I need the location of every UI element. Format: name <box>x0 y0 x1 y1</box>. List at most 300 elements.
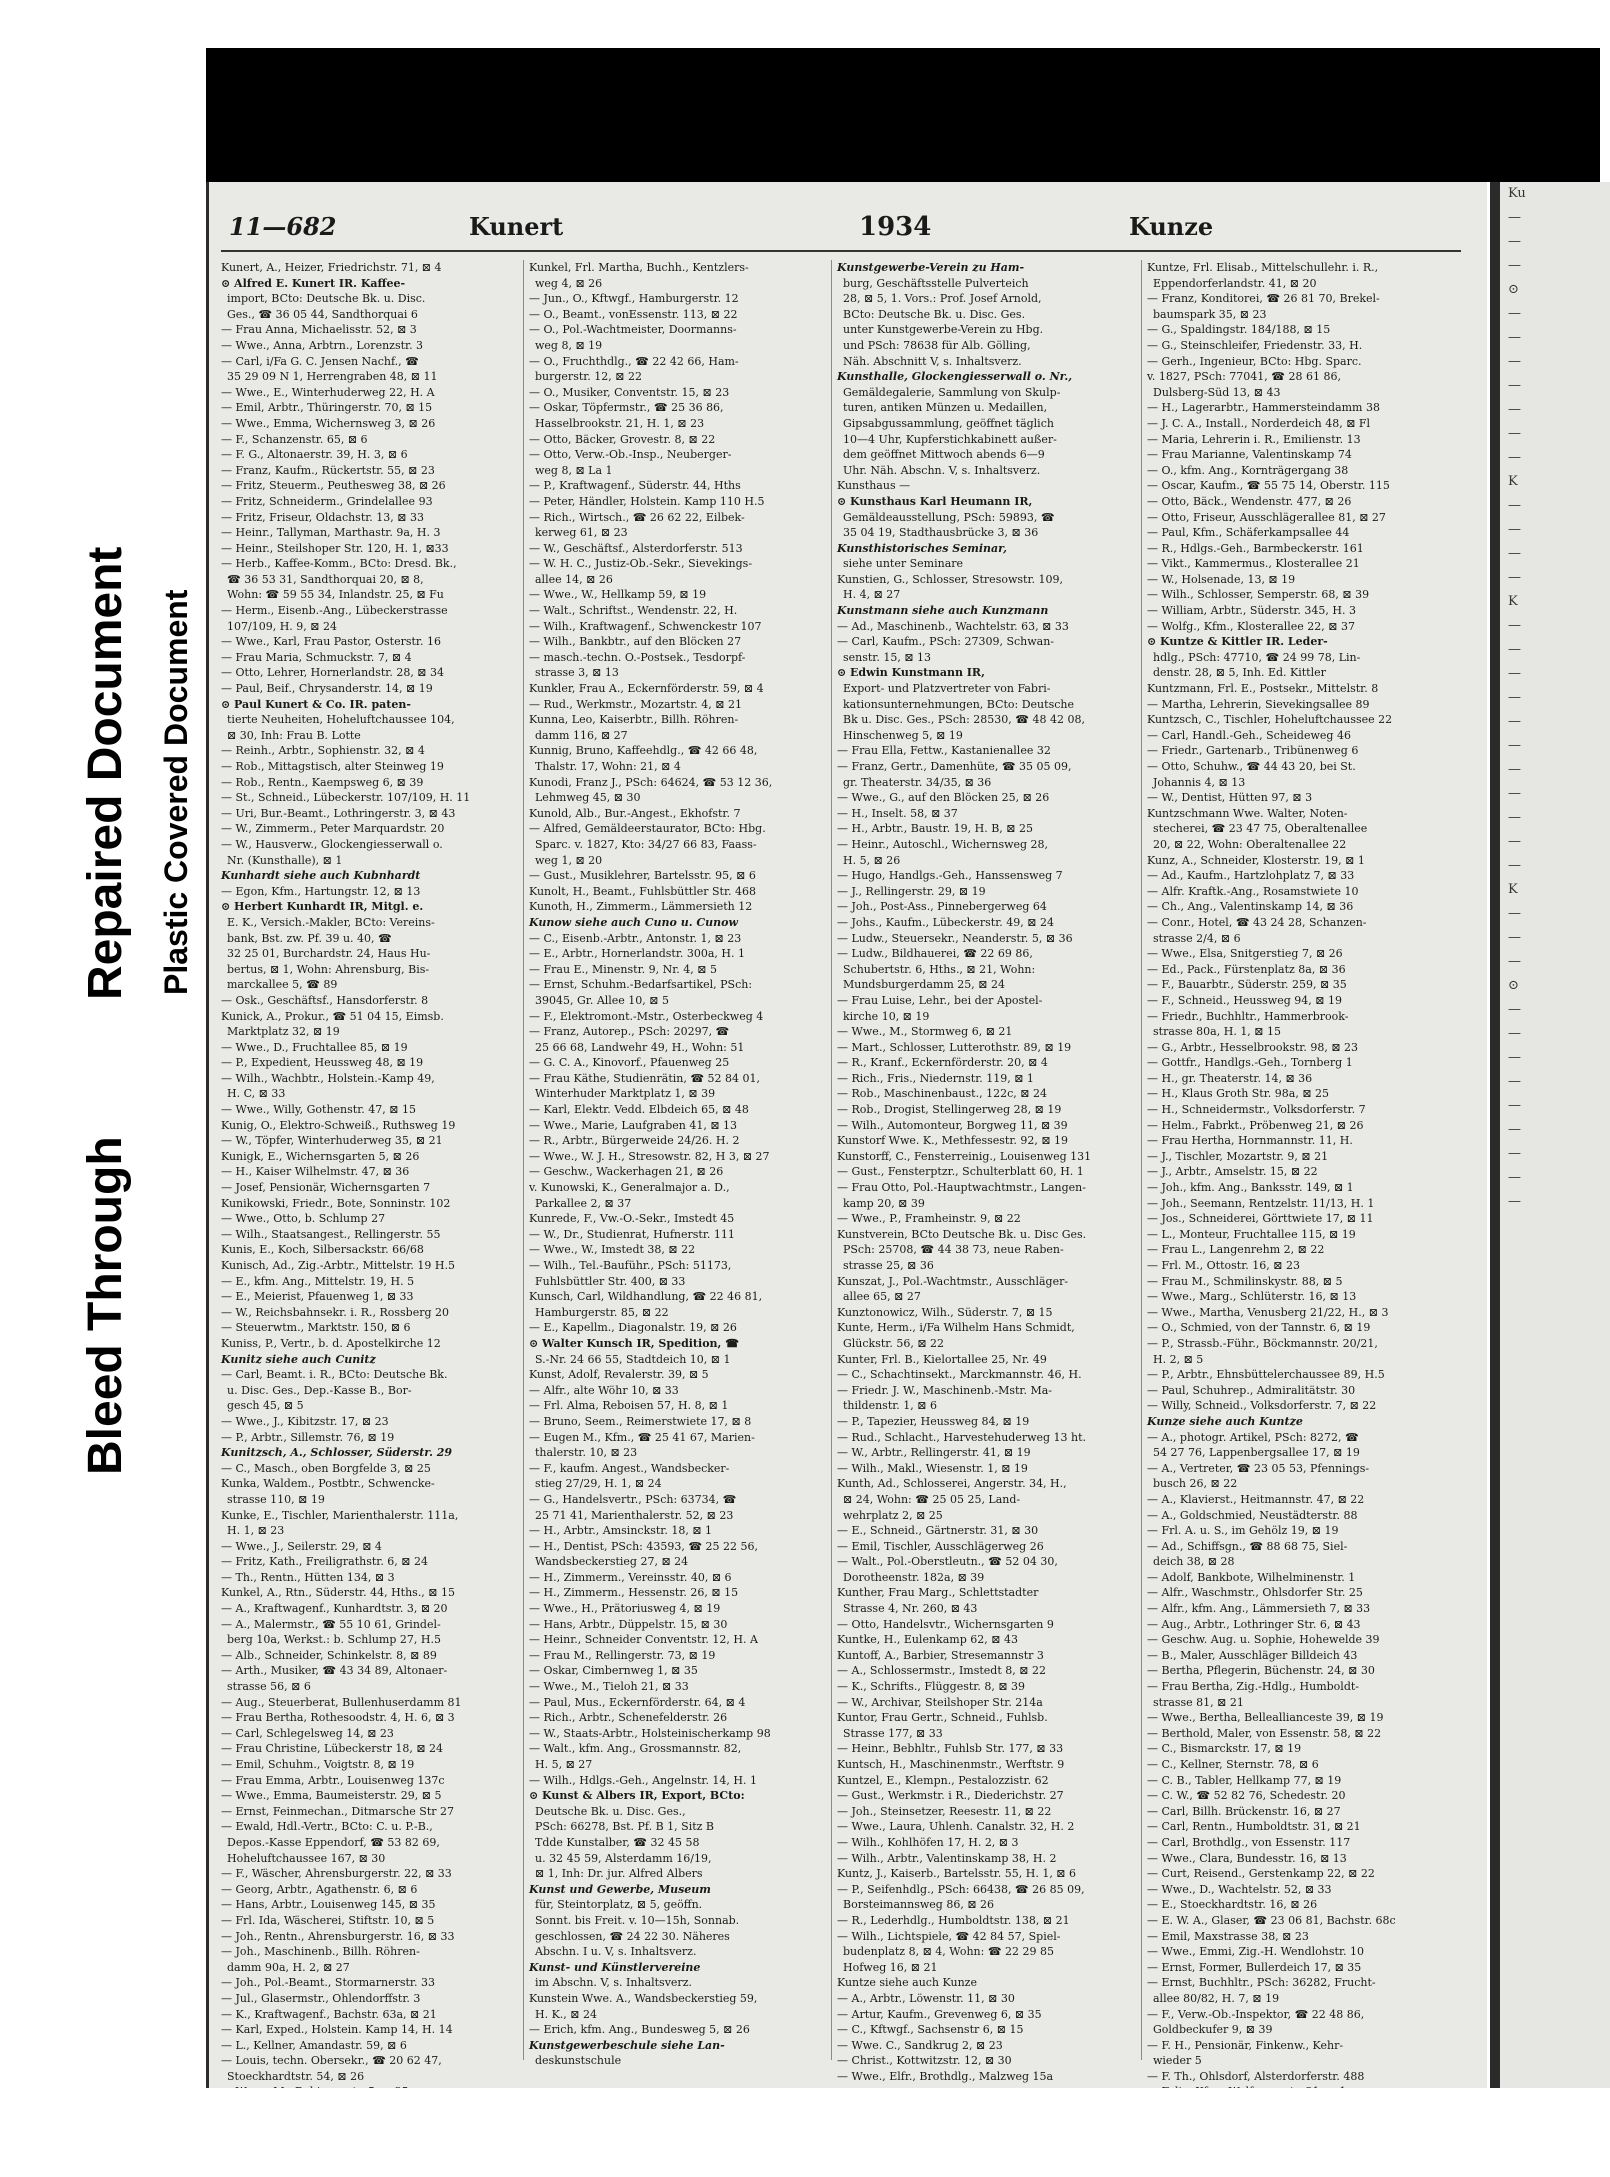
directory-entry-line: — Alb., Schneider, Schinkelstr. 8, ⊠ 89 <box>221 1648 437 1662</box>
directory-entry-line: — Alfred, Gemäldeerstaurator, BCto: Hbg. <box>529 822 766 836</box>
directory-entry-line: berg 10a, Werkst.: b. Schlump 27, H.5 <box>227 1633 441 1647</box>
directory-entry-line: Kunst- und Künstlervereine <box>529 1960 701 1974</box>
directory-entry-line: — H., Dentist, PSch: 43593, ☎ 25 22 56, <box>529 1539 759 1553</box>
directory-entry-line: Tdde Kunstalber, ☎ 32 45 58 <box>535 1835 700 1849</box>
directory-entry-line: — Frau Maria, Schmuckstr. 7, ⊠ 4 <box>221 650 412 664</box>
directory-entry-line: — Franz, Autorep., PSch: 20297, ☎ <box>529 1025 730 1039</box>
directory-entry-line: import, BCto: Deutsche Bk. u. Disc. <box>227 292 426 306</box>
directory-entry-line: — E., kfm. Ang., Mittelstr. 19, H. 5 <box>221 1274 415 1288</box>
column-divider <box>831 260 832 2060</box>
directory-entry-line: — Wilh., Makl., Wiesenstr. 1, ⊠ 19 <box>837 1461 1028 1475</box>
directory-entry-line: Hoheluftchaussee 167, ⊠ 30 <box>227 1851 386 1865</box>
directory-entry-line: H. K., ⊠ 24 <box>535 2007 598 2021</box>
directory-entry-line: 107/109, H. 9, ⊠ 24 <box>227 619 337 633</box>
directory-entry-line: — C., Kellner, Sternstr. 78, ⊠ 6 <box>1147 1758 1319 1771</box>
directory-entry-line: — Wwe., G., auf den Blöcken 25, ⊠ 26 <box>837 791 1050 805</box>
directory-entry-line: Kunte, Herm., i/Fa Wilhelm Hans Schmidt, <box>837 1321 1075 1335</box>
directory-entry-line: strasse 81, ⊠ 21 <box>1153 1695 1244 1709</box>
directory-entry-line: — Wwe., D., Fruchtallee 85, ⊠ 19 <box>221 1040 408 1054</box>
directory-entry-line: damm 90a, H. 2, ⊠ 27 <box>227 1960 350 1974</box>
directory-entry-line: Deutsche Bk. u. Disc. Ges., <box>535 1804 686 1818</box>
directory-entry-line: Kunstien, G., Schlosser, Stresowstr. 109, <box>837 572 1063 586</box>
adjacent-page-fragment: — <box>1508 954 1521 969</box>
directory-entry-line: Nr. (Kunsthalle), ⊠ 1 <box>227 853 343 867</box>
directory-entry-line: — G., Handelsvertr., PSch: 63734, ☎ <box>529 1492 737 1506</box>
directory-entry-line: — Gottfr., Handlgs.-Geh., Tornberg 1 <box>1147 1056 1353 1070</box>
directory-entry-line: Kunstorff, C., Fensterreinig., Louisenweg 131 <box>837 1149 1092 1163</box>
directory-entry-line: im Abschn. V, s. Inhaltsverz. <box>535 1976 692 1990</box>
directory-entry-line: — Frau Käthe, Studienrätin, ☎ 52 84 01, <box>529 1071 761 1085</box>
directory-entry-line: Kunodi, Franz J., PSch: 64624, ☎ 53 12 36, <box>529 775 773 789</box>
directory-entry-line: — Herm., Eisenb.-Ang., Lübeckerstrasse <box>221 604 448 618</box>
directory-entry-line: — Emil, Schuhm., Voigtstr. 8, ⊠ 19 <box>221 1758 415 1771</box>
directory-entry-line: thildenstr. 1, ⊠ 6 <box>843 1399 937 1413</box>
adjacent-page-fragment: — <box>1508 858 1521 873</box>
adjacent-page-fragment: — <box>1508 762 1521 777</box>
adjacent-page-fragment: — <box>1508 666 1521 681</box>
directory-entry-line: — W., Staats-Arbtr., Holsteinischerkamp 98 <box>529 1726 771 1740</box>
directory-entry-line: — Frau Hertha, Hornmannstr. 11, H. <box>1147 1134 1353 1148</box>
directory-entry-line: — Frau Marianne, Valentinskamp 74 <box>1147 448 1352 462</box>
directory-entry-line: Kunze siehe auch Kuntze <box>1147 1414 1303 1428</box>
directory-entry-line: Schubertstr. 6, Hths., ⊠ 21, Wohn: <box>843 962 1036 976</box>
directory-entry-line: — O., Fruchthdlg., ☎ 22 42 66, Ham- <box>529 354 739 368</box>
directory-entry-line: — O., Beamt., vonEssenstr. 113, ⊠ 22 <box>529 307 738 321</box>
directory-entry-line: PSch: 25708, ☎ 44 38 73, neue Raben- <box>843 1243 1064 1257</box>
directory-entry-line: — Oskar, Cimbernweg 1, ⊠ 35 <box>529 1664 698 1678</box>
directory-entry-line: — E., Schneid., Gärtnerstr. 31, ⊠ 30 <box>837 1524 1039 1538</box>
directory-entry-line: — Adolf, Bankbote, Wilhelminenstr. 1 <box>1147 1570 1356 1584</box>
directory-entry-line: — Franz, Kaufm., Rückertstr. 55, ⊠ 23 <box>221 463 435 477</box>
directory-entry-line: — Walt., Pol.-Oberstleutn., ☎ 52 04 30, <box>837 1555 1058 1569</box>
directory-entry-line: — Wilh., Wachbtr., Holstein.-Kamp 49, <box>221 1071 435 1085</box>
directory-entry-line: H. 5, ⊠ 27 <box>535 1758 593 1771</box>
directory-entry-line: — Otto, Bäck., Wendenstr. 477, ⊠ 26 <box>1147 494 1352 508</box>
directory-entry-line: — Paul, Schuhrep., Admiralitätstr. 30 <box>1147 1383 1356 1397</box>
directory-entry-line: — H., Schneidermstr., Volksdorferstr. 7 <box>1147 1103 1366 1117</box>
adjacent-page-fragment: — <box>1508 1122 1521 1137</box>
directory-entry-line: stieg 27/29, H. 1, ⊠ 24 <box>535 1477 662 1491</box>
directory-entry-line: — R., Kranf., Eckernförderstr. 20, ⊠ 4 <box>837 1056 1048 1070</box>
directory-entry-line: — Wwe., W., Hellkamp 59, ⊠ 19 <box>529 588 707 602</box>
directory-entry-line: — L., Kellner, Amandastr. 59, ⊠ 6 <box>221 2038 407 2052</box>
directory-entry-line: — Rich., Fris., Niedernstr. 119, ⊠ 1 <box>837 1071 1034 1085</box>
directory-entry-line: stecherei, ☎ 23 47 75, Oberaltenallee <box>1153 822 1368 836</box>
directory-entry-line: — Frau Christine, Lübeckerstr 18, ⊠ 24 <box>221 1742 444 1756</box>
directory-entry-line: Kunther, Frau Marg., Schlettstadter <box>837 1586 1039 1600</box>
directory-entry-line: — F., Verw.-Ob.-Inspektor, ☎ 22 48 86, <box>1147 2007 1365 2021</box>
directory-entry-line: baumspark 35, ⊠ 23 <box>1153 307 1267 321</box>
directory-entry-line: weg 8, ⊠ La 1 <box>535 463 613 477</box>
directory-entry-line: — Wwe., Emmi, Zig.-H. Wendlohstr. 10 <box>1147 1945 1364 1959</box>
directory-entry-line: ⊠ 30, Inh: Frau B. Lotte <box>227 728 361 742</box>
directory-entry-line: — Wwe., D., Wachtelstr. 52, ⊠ 33 <box>1147 1882 1332 1896</box>
directory-entry-line: — O., kfm. Ang., Kornträgergang 38 <box>1147 463 1349 477</box>
directory-entry-line: — Rob., Mittagstisch, alter Steinweg 19 <box>221 760 444 773</box>
adjacent-page-fragment: — <box>1508 810 1521 825</box>
directory-entry-line: — A., Vertreter, ☎ 23 05 53, Pfennings- <box>1147 1461 1370 1475</box>
directory-entry-line: — C., Kftwgf., Sachsenstr 6, ⊠ 15 <box>837 2023 1024 2037</box>
directory-entry-line: — W., Hausverw., Glockengiesserwall o. <box>221 837 443 851</box>
directory-entry-line: — Peter, Händler, Holstein. Kamp 110 H.5 <box>529 494 765 508</box>
directory-entry-line: — Frau Emma, Arbtr., Louisenweg 137c <box>221 1773 445 1787</box>
directory-entry-line: — Wilh., Arbtr., Valentinskamp 38, H. 2 <box>837 1851 1057 1865</box>
directory-column-1 <box>221 260 513 2083</box>
adjacent-page-fragment: — <box>1508 834 1521 849</box>
adjacent-page-fragment: — <box>1508 1194 1521 1209</box>
bleed-through-label: Bleed Through <box>79 1136 132 1475</box>
directory-entry-line: — Otto, Lehrer, Hornerlandstr. 28, ⊠ 34 <box>221 666 445 680</box>
directory-entry-line: — Steuerwtm., Marktstr. 150, ⊠ 6 <box>221 1321 411 1335</box>
directory-entry-line: — Wwe., Marie, Laufgraben 41, ⊠ 13 <box>529 1118 738 1132</box>
directory-entry-line: — Wwe., Willy, Gothenstr. 47, ⊠ 15 <box>221 1103 416 1117</box>
directory-entry-line: — Walt., kfm. Ang., Grossmannstr. 82, <box>529 1742 742 1756</box>
directory-entry-line: — Herb., Kaffee-Komm., BCto: Dresd. Bk., <box>221 557 457 571</box>
directory-entry-line: — Wwe., M., Tieloh 21, ⊠ 33 <box>529 1680 689 1694</box>
directory-entry-line: — Wilh., Schlosser, Semperstr. 68, ⊠ 39 <box>1147 588 1370 602</box>
directory-entry-line: Dorotheenstr. 182a, ⊠ 39 <box>843 1570 985 1584</box>
directory-entry-line: — Frau L., Langenrehm 2, ⊠ 22 <box>1147 1243 1325 1257</box>
directory-entry-line: — Ch., Ang., Valentinskamp 14, ⊠ 36 <box>1147 900 1354 914</box>
directory-entry-line: Kunst, Adolf, Revalerstr. 39, ⊠ 5 <box>529 1368 709 1382</box>
directory-entry-line: v. Kunowski, K., Generalmajor a. D., <box>529 1181 730 1195</box>
directory-entry-line: — Ernst, Former, Bullerdeich 17, ⊠ 35 <box>1147 1960 1362 1974</box>
directory-entry-line: burg, Geschäftsstelle Pulverteich <box>843 276 1029 290</box>
directory-entry-line: geschlossen, ☎ 24 22 30. Näheres <box>535 1929 730 1943</box>
directory-entry-line: — Wwe., W., Imstedt 38, ⊠ 22 <box>529 1243 696 1257</box>
adjacent-page-fragment: — <box>1508 210 1521 225</box>
directory-entry-line: — Wwe., W. J. H., Stresowstr. 82, H 3, ⊠ 27 <box>529 1149 770 1163</box>
directory-entry-line: — Paul, Kfm., Schäferkampsallee 44 <box>1147 526 1350 540</box>
directory-entry-line: — Carl, Schlegelsweg 14, ⊠ 23 <box>221 1726 394 1740</box>
directory-entry-line: — Vikt., Kammermus., Klosterallee 21 <box>1147 557 1360 571</box>
directory-entry-line: — Wwe., Marg., Schlüterstr. 16, ⊠ 13 <box>1147 1290 1357 1304</box>
directory-entry-line: ⊙ Edwin Kunstmann IR, <box>837 666 985 680</box>
directory-entry-line: Kunna, Leo, Kaiserbtr., Billh. Röhren- <box>529 713 739 727</box>
directory-entry-line: — H., Arbtr., Amsinckstr. 18, ⊠ 1 <box>529 1524 713 1538</box>
directory-entry-line: Kunigk, E., Wichernsgarten 5, ⊠ 26 <box>221 1149 420 1163</box>
directory-entry-line: — Ernst, Schuhm.-Bedarfsartikel, PSch: <box>529 978 753 992</box>
directory-entry-line: — Geschw., Wackerhagen 21, ⊠ 26 <box>529 1165 724 1179</box>
directory-entry-line: — F., Bauarbtr., Süderstr. 259, ⊠ 35 <box>1147 978 1347 992</box>
directory-entry-line: — Christ., Kottwitzstr. 12, ⊠ 30 <box>837 2054 1012 2068</box>
directory-year: 1934 <box>859 212 932 242</box>
directory-entry-line: — Otto, Handelsvtr., Wichernsgarten 9 <box>837 1617 1054 1631</box>
directory-entry-line: Kunick, A., Prokur., ☎ 51 04 15, Eimsb. <box>221 1009 444 1023</box>
directory-entry-line: — Th., Rentn., Hütten 134, ⊠ 3 <box>221 1570 395 1584</box>
directory-entry-line: — Hugo, Handlgs.-Geh., Hanssensweg 7 <box>837 869 1063 883</box>
directory-entry-line: — Wwe. C., Sandkrug 2, ⊠ 23 <box>837 2038 1003 2052</box>
directory-entry-line: — Oscar, Kaufm., ☎ 55 75 14, Oberstr. 115 <box>1147 479 1390 493</box>
adjacent-page-fragment: — <box>1508 402 1521 417</box>
directory-entry-line: — Frau Anna, Michaelisstr. 52, ⊠ 3 <box>221 323 417 337</box>
directory-entry-line: Kunis, E., Koch, Silbersackstr. 66/68 <box>221 1243 424 1257</box>
adjacent-page-fragment: — <box>1508 1098 1521 1113</box>
directory-entry-line: — Carl, Kaufm., PSch: 27309, Schwan- <box>837 635 1055 649</box>
directory-entry-line: ☎ 36 53 31, Sandthorquai 20, ⊠ 8, <box>227 572 424 586</box>
directory-entry-line: dem geöffnet Mittwoch abends 6—9 <box>843 448 1045 462</box>
directory-entry-line: Kunert, A., Heizer, Friedrichstr. 71, ⊠ 4 <box>221 261 442 274</box>
directory-entry-line: — Carl, Brothdlg., von Essenstr. 117 <box>1147 1835 1351 1849</box>
directory-entry-line: — Ludw., Bildhauerei, ☎ 22 69 86, <box>837 947 1033 961</box>
directory-entry-line: — C., Schachtinsekt., Marckmannstr. 46, H. <box>837 1368 1082 1382</box>
directory-entry-line: Kunst und Gewerbe, Museum <box>529 1882 711 1896</box>
directory-entry-line: Parkallee 2, ⊠ 37 <box>535 1196 632 1210</box>
directory-entry-line: — Arth., Musiker, ☎ 43 34 89, Altonaer- <box>221 1664 448 1678</box>
directory-entry-line: ⊙ Kunst & Albers IR, Export, BCto: <box>529 1789 745 1803</box>
directory-entry-line: H. 4, ⊠ 27 <box>843 588 901 602</box>
directory-entry-line: — W. H. C., Justiz-Ob.-Sekr., Sievekings- <box>529 557 753 571</box>
directory-entry-line: — F., Schanzenstr. 65, ⊠ 6 <box>221 432 368 446</box>
directory-entry-line: — Frau M., Rellingerstr. 73, ⊠ 19 <box>529 1648 716 1662</box>
directory-entry-line: Lehmweg 45, ⊠ 30 <box>535 791 641 805</box>
header-rule <box>221 250 1461 252</box>
directory-entry-line: Strasse 177, ⊠ 33 <box>843 1726 943 1740</box>
directory-entry-line: — Willy, Schneid., Volksdorferstr. 7, ⊠ 22 <box>1147 1399 1377 1413</box>
directory-entry-line: — Wwe., Clara, Bundesstr. 16, ⊠ 13 <box>1147 1851 1347 1865</box>
directory-entry-line: — Frl. Alma, Reboisen 57, H. 8, ⊠ 1 <box>529 1399 729 1413</box>
directory-entry-line: — Eugen M., Kfm., ☎ 25 41 67, Marien- <box>529 1430 755 1444</box>
directory-entry-line: — Wwe., M., Stormweg 6, ⊠ 21 <box>837 1025 1013 1039</box>
directory-entry-line: — R., Arbtr., Bürgerweide 24/26. H. 2 <box>529 1134 740 1148</box>
directory-entry-line: Hofweg 16, ⊠ 21 <box>843 1960 938 1974</box>
directory-entry-line: ⊙ Walter Kunsch IR, Spedition, ☎ <box>529 1336 739 1350</box>
adjacent-page-fragment: — <box>1508 306 1521 321</box>
directory-entry-line: denstr. 28, ⊠ 5, Inh. Ed. Kittler <box>1153 666 1326 680</box>
directory-entry-line: — Geschw. Aug. u. Sophie, Hohewelde 39 <box>1147 1633 1380 1647</box>
directory-entry-line: — Louis, techn. Obersekr., ☎ 20 62 47, <box>221 2054 442 2068</box>
directory-entry-line: — Alfr., kfm. Ang., Lämmersieth 7, ⊠ 33 <box>1147 1602 1371 1616</box>
directory-entry-line: — Joh., Maschinenb., Billh. Röhren- <box>221 1945 420 1959</box>
scanner-dark-border <box>206 48 1600 182</box>
directory-entry-line: 32 25 01, Burchardstr. 24, Haus Hu- <box>227 947 431 961</box>
directory-entry-line: ⊙ Kunsthaus Karl Heumann IR, <box>837 494 1033 508</box>
adjacent-page-fragment: ⊙ <box>1508 282 1519 297</box>
plastic-covered-label: Plastic Covered Document <box>158 589 194 995</box>
directory-entry-line: — W., Reichsbahnsekr. i. R., Rossberg 20 <box>221 1305 450 1319</box>
directory-entry-line: — Wwe., P., Framheinstr. 9, ⊠ 22 <box>837 1212 1021 1226</box>
directory-entry-line: wieder 5 <box>1153 2054 1202 2068</box>
directory-entry-line: — A., Klavierst., Heitmannstr. 47, ⊠ 22 <box>1147 1492 1365 1506</box>
directory-entry-line: Gemäldeausstellung, PSch: 59893, ☎ <box>843 510 1055 524</box>
adjacent-page-fragment: — <box>1508 714 1521 729</box>
directory-entry-line: — E. W. A., Glaser, ☎ 23 06 81, Bachstr. 68c <box>1147 1913 1396 1927</box>
directory-entry-line: — Wwe., Elsa, Snitgerstieg 7, ⊠ 26 <box>1147 947 1343 961</box>
directory-entry-line: u. 32 45 59, Alsterdamm 16/19, <box>535 1851 712 1865</box>
directory-entry-line: Kunnig, Bruno, Kaffeehdlg., ☎ 42 66 48, <box>529 744 758 758</box>
directory-entry-line: Kunstgewerbeschule siehe Lan- <box>529 2038 725 2052</box>
directory-entry-line: — H., gr. Theaterstr. 14, ⊠ 36 <box>1147 1071 1313 1085</box>
directory-entry-line: — Frl. M., Ottostr. 16, ⊠ 23 <box>1147 1259 1300 1272</box>
directory-entry-line: — Joh., Pol.-Beamt., Stormarnerstr. 33 <box>221 1976 435 1990</box>
directory-entry-line: — Rich., Arbtr., Schenefelderstr. 26 <box>529 1711 728 1725</box>
directory-entry-line: hdlg., PSch: 47710, ☎ 24 99 78, Lin- <box>1153 650 1361 664</box>
directory-entry-line: — Karl, Elektr. Vedd. Elbdeich 65, ⊠ 48 <box>529 1103 749 1117</box>
directory-column-3 <box>837 260 1129 2083</box>
directory-entry-line: — Wwe., Karl, Frau Pastor, Osterstr. 16 <box>221 635 441 649</box>
directory-entry-line: Glückstr. 56, ⊠ 22 <box>843 1336 945 1350</box>
directory-entry-line: — W., Geschäftsf., Alsterdorferstr. 513 <box>529 541 743 555</box>
scan-margin-left <box>0 48 200 2088</box>
directory-entry-line: — Joh., kfm. Ang., Banksstr. 149, ⊠ 1 <box>1147 1181 1354 1195</box>
directory-entry-line: Kunstein Wwe. A., Wandsbeckerstieg 59, <box>529 1991 758 2005</box>
directory-entry-line: — Georg, Arbtr., Agathenstr. 6, ⊠ 6 <box>221 1882 418 1896</box>
directory-entry-line: — Bertha, Pflegerin, Büchenstr. 24, ⊠ 30 <box>1147 1664 1375 1678</box>
directory-entry-line: — Rob., Maschinenbaust., 122c, ⊠ 24 <box>837 1087 1047 1101</box>
directory-entry-line: — F. H., Pensionär, Finkenw., Kehr- <box>1147 2038 1344 2052</box>
directory-entry-line: — Heinr., Autoschl., Wichernsweg 28, <box>837 837 1049 851</box>
directory-entry-line: — Alfr., alte Wöhr 10, ⊠ 33 <box>529 1383 679 1397</box>
directory-entry-line: H. 5, ⊠ 26 <box>843 853 901 867</box>
repaired-document-label: Repaired Document <box>79 546 132 1000</box>
adjacent-page-fragment: — <box>1508 546 1521 561</box>
directory-entry-line: ⊠ 24, Wohn: ☎ 25 05 25, Land- <box>843 1492 1021 1506</box>
directory-entry-line: Kuntsch, H., Maschinenmstr., Werftstr. 9 <box>837 1758 1065 1771</box>
directory-entry-line: — Rob., Rentn., Kaempsweg 6, ⊠ 39 <box>221 775 424 789</box>
directory-entry-line: — Frl. Ida, Wäscherei, Stiftstr. 10, ⊠ 5 <box>221 1913 435 1927</box>
directory-entry-line: — Mart., Schlosser, Lutterothstr. 89, ⊠ 19 <box>837 1040 1072 1054</box>
directory-entry-line: — Joh., Steinsetzer, Reesestr. 11, ⊠ 22 <box>837 1804 1052 1818</box>
directory-entry-line: — William, Arbtr., Süderstr. 345, H. 3 <box>1147 604 1356 618</box>
directory-entry-line: — Frau E., Minenstr. 9, Nr. 4, ⊠ 5 <box>529 962 717 976</box>
directory-entry-line: — Erich, kfm. Ang., Bundesweg 5, ⊠ 26 <box>529 2023 750 2037</box>
directory-entry-line: — Karl, Exped., Holstein. Kamp 14, H. 14 <box>221 2023 453 2037</box>
directory-entry-line: — E., Stoeckhardtstr. 16, ⊠ 26 <box>1147 1898 1318 1912</box>
directory-entry-line: — L., Monteur, Fruchtallee 115, ⊠ 19 <box>1147 1227 1356 1241</box>
directory-entry-line: — Gust., Werkmstr. i R., Diederichstr. 27 <box>837 1789 1064 1803</box>
adjacent-page-fragment: — <box>1508 570 1521 585</box>
adjacent-page-fragment: — <box>1508 258 1521 273</box>
directory-entry-line: 10—4 Uhr, Kupferstichkabinett außer- <box>843 432 1057 446</box>
directory-entry-line: ⊙ Paul Kunert & Co. IR. paten- <box>221 697 411 711</box>
directory-entry-line: — Paul, Beif., Chrysanderstr. 14, ⊠ 19 <box>221 682 433 696</box>
directory-entry-line: kerweg 61, ⊠ 23 <box>535 526 628 540</box>
directory-entry-line: Kuniss, P., Vertr., b. d. Apostelkirche 12 <box>221 1336 441 1350</box>
directory-entry-line: — Otto, Verw.-Ob.-Insp., Neuberger- <box>529 448 732 462</box>
directory-entry-line: Kuntoff, A., Barbier, Stresemannstr 3 <box>837 1648 1044 1662</box>
directory-entry-line: — Maria, Lehrerin i. R., Emilienstr. 13 <box>1147 432 1361 446</box>
directory-entry-line: — Rud., Schlacht., Harvestehuderweg 13 ht. <box>837 1430 1087 1444</box>
directory-entry-line: — A., Malermstr., ☎ 55 10 61, Grindel- <box>221 1617 441 1631</box>
directory-entry-line: — G. C. A., Kinovorf., Pfauenweg 25 <box>529 1056 730 1070</box>
directory-entry-line: — Ed., Pack., Fürstenplatz 8a, ⊠ 36 <box>1147 962 1346 976</box>
directory-entry-line: — Jul., Glasermstr., Ohlendorffstr. 3 <box>221 1991 421 2005</box>
directory-entry-line: gesch 45, ⊠ 5 <box>227 1399 304 1413</box>
directory-entry-line: — Franz, Konditorei, ☎ 26 81 70, Brekel- <box>1147 292 1380 306</box>
directory-entry-line: — Frau Ella, Fettw., Kastanienallee 32 <box>837 744 1051 758</box>
directory-entry-line: ⊠ 1, Inh: Dr. jur. Alfred Albers <box>535 1867 703 1881</box>
directory-entry-line: Kunrede, F., Vw.-O.-Sekr., Imstedt 45 <box>529 1212 735 1226</box>
directory-entry-line: Kunkler, Frau A., Eckernförderstr. 59, ⊠ 4 <box>529 682 764 696</box>
directory-entry-line: Kunke, E., Tischler, Marienthalerstr. 111a, <box>221 1508 459 1522</box>
directory-entry-line: bank, Bst. zw. Pf. 39 u. 40, ☎ <box>227 931 392 945</box>
directory-entry-line: — W., Arbtr., Rellingerstr. 41, ⊠ 19 <box>837 1446 1031 1460</box>
adjacent-page-fragment: — <box>1508 786 1521 801</box>
directory-entry-line: — Frl. A. u. S., im Gehölz 19, ⊠ 19 <box>1147 1524 1339 1538</box>
directory-entry-line: — Artur, Kaufm., Grevenweg 6, ⊠ 35 <box>837 2007 1042 2021</box>
adjacent-page-fragment: — <box>1508 738 1521 753</box>
directory-entry-line: Kunstverein, BCto Deutsche Bk. u. Disc Ges. <box>837 1227 1087 1241</box>
directory-entry-line: Abschn. I u. V, s. Inhaltsverz. <box>535 1945 697 1959</box>
directory-entry-line: — Friedr. J. W., Maschinenb.-Mstr. Ma- <box>837 1383 1052 1397</box>
directory-entry-line: — Josef, Pensionär, Wichernsgarten 7 <box>221 1181 431 1195</box>
directory-entry-line: kamp 20, ⊠ 39 <box>843 1196 925 1210</box>
directory-entry-line: Kunitz siehe auch Cunitz <box>221 1352 376 1366</box>
directory-entry-line: — Conr., Hotel, ☎ 43 24 28, Schanzen- <box>1147 915 1367 929</box>
directory-entry-line: 35 04 19, Stadthausbrücke 3, ⊠ 36 <box>843 526 1039 540</box>
directory-entry-line: — J. C. A., Install., Norderdeich 48, ⊠ Fl <box>1147 416 1371 430</box>
directory-entry-line: — Emil, Maxstrasse 38, ⊠ 23 <box>1147 1929 1309 1943</box>
directory-entry-line: — Wwe., Bertha, Belleallianceste 39, ⊠ 19 <box>1147 1711 1384 1725</box>
directory-entry-line: — F., Schneid., Heussweg 94, ⊠ 19 <box>1147 993 1342 1007</box>
directory-entry-line: — Wwe., Emma, Baumeisterstr. 29, ⊠ 5 <box>221 1789 442 1803</box>
directory-entry-line: Kunig, O., Elektro-Schweiß., Ruthsweg 19 <box>221 1118 456 1132</box>
directory-entry-line: — Wilh., Kohlhöfen 17, H. 2, ⊠ 3 <box>837 1835 1019 1849</box>
directory-entry-line: Kuntzel, E., Klempn., Pestalozzistr. 62 <box>837 1773 1049 1787</box>
directory-entry-line: — H., Kaiser Wilhelmstr. 47, ⊠ 36 <box>221 1165 410 1179</box>
adjacent-page-fragment: — <box>1508 450 1521 465</box>
directory-entry-line: — Otto, Friseur, Ausschlägerallee 81, ⊠ 27 <box>1147 510 1386 524</box>
directory-entry-line: Kunstorf Wwe. K., Methfessestr. 92, ⊠ 19 <box>837 1134 1069 1148</box>
directory-entry-line: Gemäldegalerie, Sammlung von Skulp- <box>843 385 1061 399</box>
directory-entry-line: Kuntzsch, C., Tischler, Hoheluftchaussee 22 <box>1147 713 1393 727</box>
directory-entry-line: — C., Bismarckstr. 17, ⊠ 19 <box>1147 1742 1302 1756</box>
directory-entry-line: Hasselbrookstr. 21, H. 1, ⊠ 23 <box>535 416 705 430</box>
directory-entry-line: — J., Rellingerstr. 29, ⊠ 19 <box>837 884 986 898</box>
directory-entry-line: — Friedr., Buchhltr., Hammerbrook- <box>1147 1009 1349 1023</box>
adjacent-page-fragment: — <box>1508 618 1521 633</box>
directory-entry-line: — O., Pol.-Wachtmeister, Doormanns- <box>529 323 737 337</box>
directory-entry-line: — H., Lagerarbtr., Hammersteindamm 38 <box>1147 401 1380 415</box>
directory-entry-line: — Wilh., Automonteur, Borgweg 11, ⊠ 39 <box>837 1118 1068 1132</box>
directory-entry-line: — Frau Otto, Pol.-Hauptwachtmstr., Langen- <box>837 1181 1086 1195</box>
directory-entry-line: Kunsthalle, Glockengiesserwall o. Nr., <box>837 370 1073 384</box>
directory-entry-line: Kuntor, Frau Gertr., Schneid., Fuhlsb. <box>837 1711 1048 1725</box>
adjacent-page-fragment: — <box>1508 906 1521 921</box>
directory-entry-line: Marktplatz 32, ⊠ 19 <box>227 1025 340 1039</box>
directory-entry-line: strasse 25, ⊠ 36 <box>843 1259 934 1272</box>
directory-entry-line: Wohn: ☎ 59 55 34, Inlandstr. 25, ⊠ Fu <box>227 588 444 602</box>
directory-entry-line: — masch.-techn. O.-Postsek., Tesdorpf- <box>529 650 746 664</box>
directory-entry-line: — Frau Bertha, Rothesoodstr. 4, H. 6, ⊠ 3 <box>221 1711 455 1725</box>
adjacent-page-fragment: — <box>1508 354 1521 369</box>
directory-entry-line: für, Steintorplatz, ⊠ 5, geöffn. <box>535 1898 703 1912</box>
adjacent-page-fragment: — <box>1508 1170 1521 1185</box>
directory-entry-line: — Heinr., Bebhltr., Fuhlsb Str. 177, ⊠ 33 <box>837 1742 1064 1756</box>
directory-page <box>206 182 1487 2088</box>
directory-entry-line: — Wilh., Tel.-Bauführ., PSch: 51173, <box>529 1259 732 1272</box>
directory-entry-line: — Alfr. Kraftk.-Ang., Rosamstwiete 10 <box>1147 884 1359 898</box>
directory-entry-line: Kunsthaus — <box>837 479 911 493</box>
adjacent-page-fragment: — <box>1508 426 1521 441</box>
directory-entry-line: Kuntze, Frl. Elisab., Mittelschullehr. i. R., <box>1147 261 1379 274</box>
directory-entry-line: — Paul, Mus., Eckernförderstr. 64, ⊠ 4 <box>529 1695 746 1709</box>
directory-entry-line: Kunstgewerbe-Verein zu Ham- <box>837 261 1025 274</box>
adjacent-page-fragment: — <box>1508 330 1521 345</box>
directory-entry-line: — K., Kraftwagenf., Bachstr. 63a, ⊠ 21 <box>221 2007 437 2021</box>
directory-entry-line: marckallee 5, ☎ 89 <box>227 978 338 992</box>
directory-entry-line: — Fritz, Steuerm., Peuthesweg 38, ⊠ 26 <box>221 479 446 493</box>
directory-entry-line: — W., Zimmerm., Peter Marquardstr. 20 <box>221 822 445 836</box>
directory-entry-line: — Wilh., Staatsangest., Rellingerstr. 55 <box>221 1227 441 1241</box>
directory-entry-line: — E., Kapellm., Diagonalstr. 19, ⊠ 26 <box>529 1321 737 1335</box>
directory-entry-line: Borsteimannsweg 86, ⊠ 26 <box>843 1898 995 1912</box>
last-entry-word: Kunze <box>1129 212 1214 241</box>
directory-entry-line: S.-Nr. 24 66 55, Stadtdeich 10, ⊠ 1 <box>535 1352 731 1366</box>
scan-background-top <box>0 0 1600 48</box>
directory-entry-line: — Osk., Geschäftsf., Hansdorferstr. 8 <box>221 993 429 1007</box>
directory-entry-line: — Frau Luise, Lehr., bei der Apostel- <box>837 993 1043 1007</box>
